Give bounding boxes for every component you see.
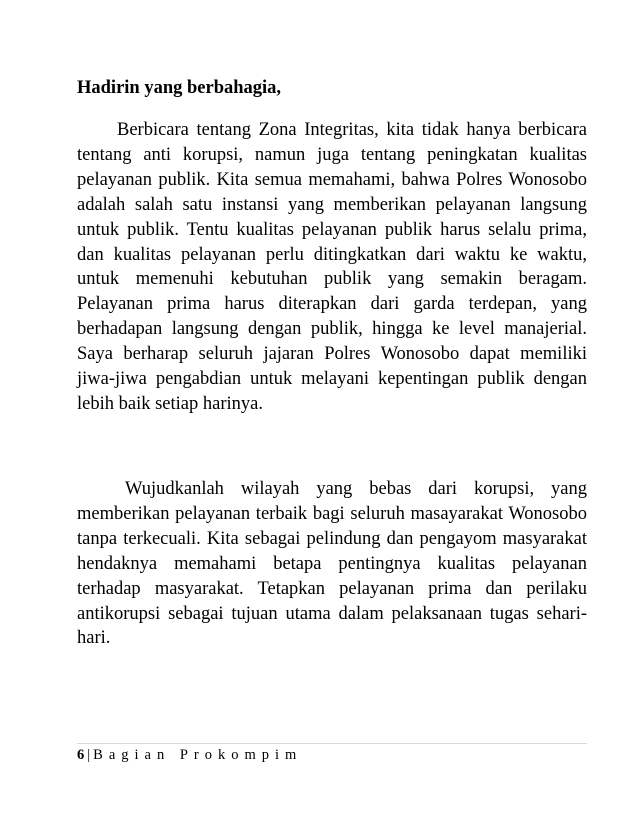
paragraph-zona-integritas: Berbicara tentang Zona Integritas, kita tidak hanya berbicara tentang anti korupsi, namun juga tentang peningkatan kualitas pelayanan publik. Kita semua memahami, bahwa Polres Wonosobo adalah salah satu instansi yang memberikan pelayanan langsung untuk publik. Tentu kualitas pelayanan publik harus selalu prima, dan kualitas pelayanan perlu ditingkatkan dari waktu ke waktu, untuk memenuhi kebutuhan publik yang semakin beragam. Pelayanan prima harus diterapkan dari garda terdepan, yang berhadapan langsung dengan publik, hingga ke level manajerial. Saya berharap seluruh jajaran Polres Wonosobo dapat memiliki jiwa-jiwa pengabdian untuk melayani kepentingan publik dengan lebih baik setiap harinya. [77, 120, 587, 414]
footer-section-label: Bagian Prokompim [93, 747, 303, 763]
footer-divider [77, 743, 587, 744]
page-footer [77, 746, 302, 764]
salutation-heading: Hadirin yang berbahagia, [77, 78, 282, 98]
footer-separator: | [87, 747, 91, 763]
page-number: 6 [77, 747, 85, 763]
paragraph-wujudkanlah: Wujudkanlah wilayah yang bebas dari korupsi, yang memberikan pelayanan terbaik bagi seluruh masayarakat Wonosobo tanpa terkecuali. Kita sebagai pelindung dan pengayom masyarakat hendaknya memahami betapa pentingnya kualitas pelayanan terhadap masyarakat. Tetapkan pelayanan prima dan perilaku antikorupsi sebagai tujuan utama dalam pelaksanaan tugas sehari-hari. [77, 479, 587, 649]
